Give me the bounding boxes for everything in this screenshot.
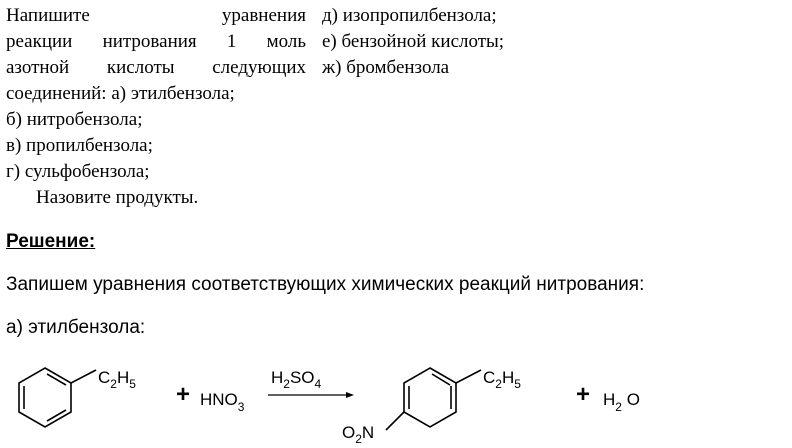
reaction-arrow (268, 392, 354, 398)
ethyl-group-product: $C_2H_5$ (483, 368, 521, 391)
task-line-3 (6, 55, 306, 81)
task-right-column (322, 3, 622, 81)
task-word: уравнения (221, 5, 306, 26)
ethyl-group-reactant: $C_2H_5$ (98, 368, 136, 391)
task-line-5: б) нитробензола; (6, 109, 143, 130)
task-line-7: г) сульфобензола; (6, 161, 150, 182)
task-instruction: Назовите продукты. (36, 187, 199, 208)
task-line-4: соединений: а) этилбензола; (6, 83, 235, 104)
task-word: следующих (212, 57, 306, 78)
task-item-d: д) изопропилбензола; (322, 5, 497, 26)
nitric-acid: $HNO_3$ (200, 390, 245, 414)
benzene-ring-product (386, 368, 481, 430)
task-word: азотной (6, 57, 70, 78)
solution-title: Решение: (6, 231, 96, 252)
catalyst-label: $H_2SO_4$ (271, 368, 322, 391)
reaction-equation (0, 350, 792, 448)
task-word: реакции (6, 31, 73, 52)
task-word: Напишите (6, 5, 90, 26)
task-item-zh: ж) бромбензола (322, 57, 450, 78)
task-left-column (6, 3, 306, 211)
task-word: моль (266, 31, 307, 52)
task-line-2 (6, 29, 306, 55)
plus-sign-2: + (576, 381, 591, 408)
water-product: $H_2$ O (603, 390, 640, 414)
benzene-ring-reactant (19, 368, 96, 427)
task-line-1 (6, 3, 306, 29)
task-word: 1 (226, 31, 237, 52)
solution-intro: Запишем уравнения соответствующих химических реакций нитрования: (6, 274, 645, 295)
plus-sign-1: + (176, 381, 191, 408)
task-line-6: в) пропилбензола; (6, 135, 153, 156)
part-a-label: а) этилбензола: (6, 317, 146, 338)
nitro-group: $O_2N$ (342, 423, 375, 446)
task-item-e: е) бензойной кислоты; (322, 31, 505, 52)
task-word: кислоты (106, 57, 175, 78)
task-word: нитрования (102, 31, 197, 52)
